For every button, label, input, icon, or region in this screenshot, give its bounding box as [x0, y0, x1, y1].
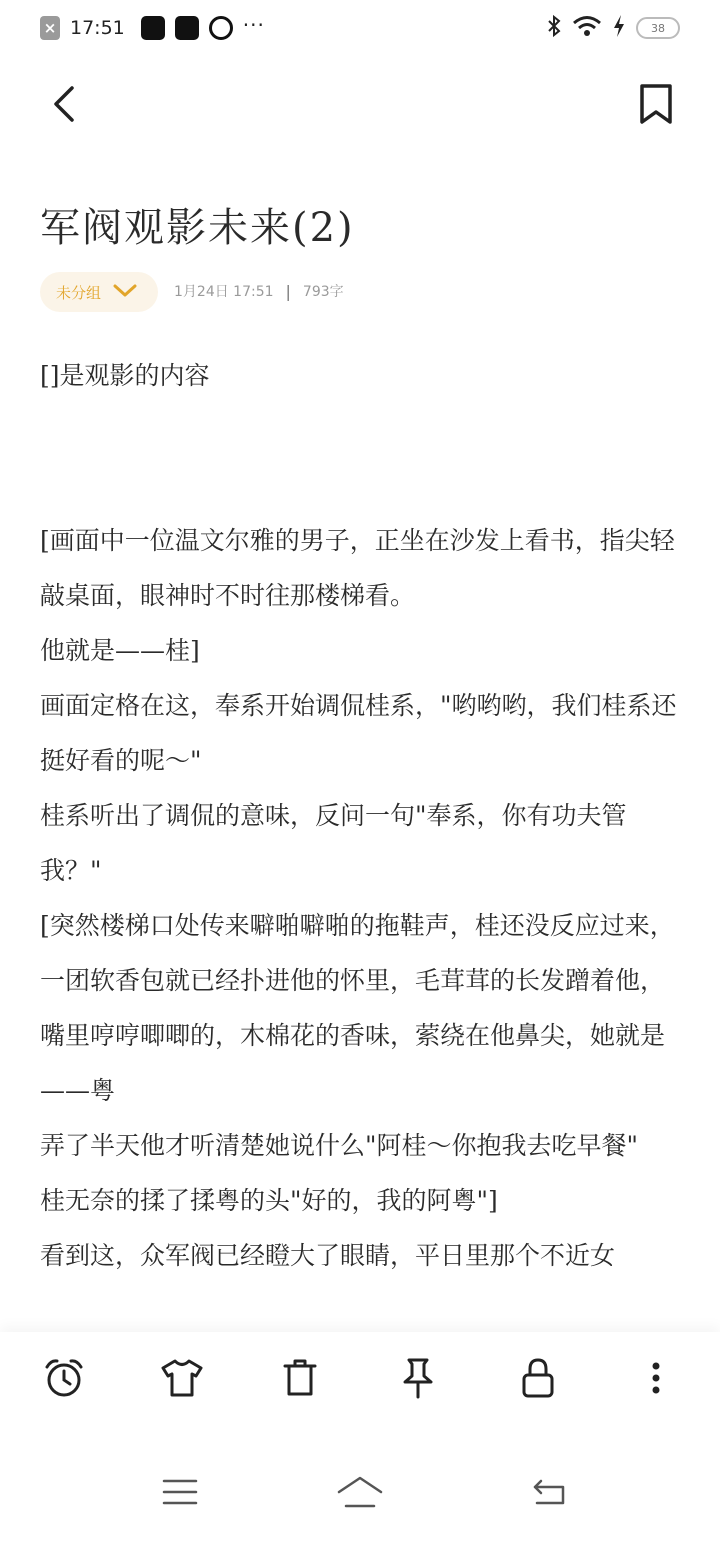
menu-icon	[162, 1478, 198, 1510]
group-label: 未分组	[56, 283, 102, 302]
tiktok-app-icon	[175, 16, 199, 40]
browser-app-icon	[209, 16, 233, 40]
note-meta	[174, 281, 344, 301]
bluetooth-icon	[546, 14, 562, 43]
status-bar	[0, 0, 720, 56]
paragraph: [画面中一位温文尔雅的男子，正坐在沙发上看书，指尖轻敲桌面，眼神时不时往那楼梯看。	[40, 526, 675, 610]
note-body[interactable]	[40, 348, 682, 1332]
meta-separator: |	[285, 281, 291, 301]
paragraph: [突然楼梯口处传来噼啪噼啪的拖鞋声，桂还没反应过来，一团软香包就已经扑进他的怀里，毛茸茸的长发蹭着他，嘴里哼哼唧唧的，木棉花的香味，萦绕在他鼻尖，她就是——粤	[40, 911, 675, 1105]
bookmark-icon	[639, 83, 673, 129]
word-count: 793字	[302, 284, 344, 300]
paragraph: 看到这，众军阀已经瞪大了眼睛，平日里那个不近女	[40, 1241, 616, 1270]
delete-button[interactable]	[278, 1358, 322, 1402]
note-date: 1月24日 17:51	[174, 284, 274, 300]
wifi-icon	[572, 14, 602, 42]
back-icon	[531, 1477, 569, 1511]
paragraph: 画面定格在这，奉系开始调侃桂系，"哟哟哟，我们桂系还挺好看的呢～"	[40, 691, 677, 775]
recent-apps-button[interactable]	[150, 1474, 210, 1514]
battery-icon: 38	[636, 17, 680, 39]
mail-app-icon	[141, 16, 165, 40]
more-vertical-icon	[651, 1361, 661, 1399]
pin-icon	[400, 1357, 436, 1403]
home-button[interactable]	[330, 1474, 390, 1514]
more-button[interactable]	[634, 1358, 678, 1402]
nav-back-button[interactable]	[520, 1474, 580, 1514]
lock-icon	[521, 1357, 555, 1403]
content-fade	[0, 1296, 720, 1332]
chevron-left-icon	[50, 84, 78, 128]
home-icon	[336, 1475, 384, 1513]
shirt-icon	[160, 1358, 204, 1402]
note-title[interactable]: 军阀观影未来(2)	[40, 205, 355, 251]
bookmark-button[interactable]	[632, 80, 680, 132]
chevron-down-icon	[113, 283, 137, 302]
paragraph: []是观影的内容	[40, 361, 210, 390]
pin-button[interactable]	[396, 1358, 440, 1402]
status-bar-right	[546, 14, 680, 42]
theme-button[interactable]	[160, 1358, 204, 1402]
lock-button[interactable]	[516, 1358, 560, 1402]
paragraph: 他就是——桂]	[40, 636, 200, 665]
status-bar-left	[40, 14, 265, 42]
bottom-toolbar	[0, 1332, 720, 1428]
paragraph: 桂系听出了调侃的意味，反问一句"奉系，你有功夫管我？"	[40, 801, 627, 885]
back-button[interactable]	[40, 82, 88, 130]
charging-icon	[612, 14, 626, 42]
trash-icon	[282, 1357, 318, 1403]
reminder-button[interactable]	[42, 1358, 86, 1402]
status-time: 17:51	[70, 17, 125, 39]
close-notification-icon: ×	[40, 16, 60, 40]
group-selector[interactable]	[40, 272, 158, 312]
paragraph: 桂无奈的揉了揉粤的头"好的，我的阿粤"]	[40, 1186, 498, 1215]
navigation-bar	[0, 1428, 720, 1544]
blank-space	[40, 403, 682, 513]
alarm-clock-icon	[43, 1357, 85, 1403]
more-notifications-icon: ···	[242, 13, 265, 37]
paragraph: 弄了半天他才听清楚她说什么"阿桂～你抱我去吃早餐"	[40, 1131, 639, 1160]
